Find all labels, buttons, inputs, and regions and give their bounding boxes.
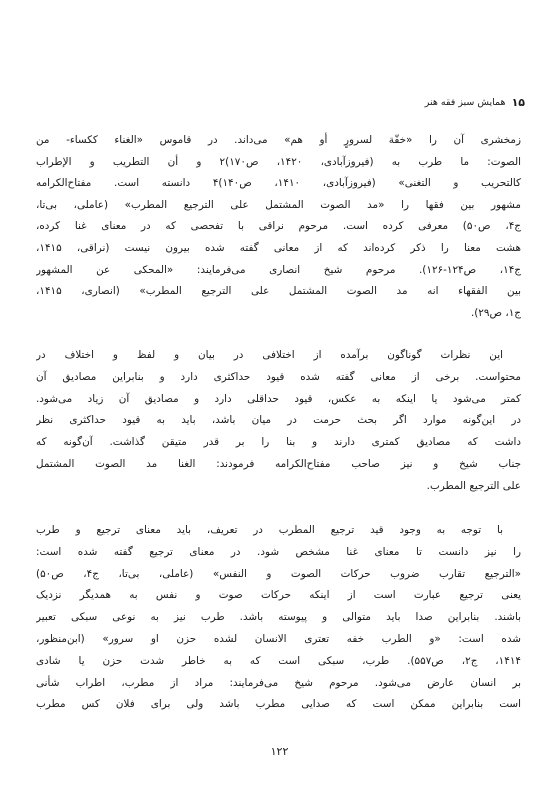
text-line: این نظرات گوناگون برآمده از اختلافی در بیان و لفظ و اختلاف در: [36, 349, 503, 361]
text-line: محتواست. برخی از معانی گفته شده قیود حداکثری دارد و بنابراین مصادیق آن: [36, 370, 521, 383]
text-line: داشت که مصادیق کمتری دارند و بنا را بر قدر متیقن گذاشت. آن‌گونه که: [36, 436, 521, 449]
text-line: ۱۴۱۴، ج۲، ص۵۵۷). طرب، سبکی است که به خاطر شدت حزن یا شادی: [36, 654, 521, 667]
text-line: یعنی ترجیع عبارت است از اینکه حرکات صوت و نفس به همدیگر نزدیک: [36, 589, 521, 602]
text-line: باشند. بنابراین صدا باید متوالی و پیوسته باشد. طرب نیز به نوعی سبکی تعبیر: [36, 611, 521, 624]
text-line: را نیز دانست تا معنای غنا مشخص شود. در معنای ترجیع گفته شده است:: [36, 545, 521, 558]
text-line: ج۱، ص۲۹).: [470, 306, 521, 319]
page-header: [425, 96, 525, 109]
text-line: مشهور بین فقها را «مد الصوت المشتمل علی الترجیع المطرب» (عاملی، بی‌تا،: [36, 198, 521, 211]
text-line: هشت معنا را ذکر کرده‌اند که از معانی گفته شده بیرون نیست (نراقی، ۱۴۱۵،: [36, 241, 521, 254]
text-line: جناب شیخ و نیز صاحب مفتاح‌الکرامه فرمودند: الغنا مد الصوت المشتمل: [36, 457, 521, 470]
text-line: شده است: «و الطرب خفه تعتری الانسان لشده حزن او سرور» (ابن‌منظور،: [36, 632, 521, 645]
paragraph-3: [36, 520, 521, 716]
paragraph-2: [36, 345, 521, 498]
text-line: الصوت: ما طرب به (فیروزآبادی، ۱۴۲۰، ص۱۷۰)۲ و أن التطریب و الإطراب: [36, 155, 521, 168]
running-title: همایش سبز فقه هنر: [424, 97, 506, 108]
header-page-number: ۱۵: [511, 96, 525, 109]
text-line: ج۱۴، ص۱۲۴-۱۲۶). مرحوم شیخ انصاری می‌فرمایند: «المحکی عن المشهور: [36, 263, 521, 276]
paragraph-1: [36, 130, 521, 324]
text-line: است بنابراین ممکن است که صدایی مطرب باشد ولی برای فلان کس مطرب: [36, 698, 521, 711]
text-line: زمخشری آن را «خفّة لسرورٍ أو هم» می‌داند. در قاموس «الغناء ککساء- من: [36, 134, 521, 146]
text-line: «الترجیع تقارب ضروب حرکات الصوت و النفس» (عاملی، بی‌تا، ج۴، ص۵۰): [36, 567, 521, 580]
text-line: در این‌گونه موارد اگر بحث حرمت در میان باشد، باید به قیود حداکثری نظر: [36, 414, 521, 427]
text-line: کالتحریب و التغنی» (فیروزآبادی، ۱۴۱۰، ص۱۴۰)۴ دانسته است. مفتاح‌الکرامه: [36, 177, 521, 190]
text-line: ج۴، ص۵۰) معرفی کرده است. مرحوم نراقی با تفحصی که در معنای غنا کرده،: [36, 220, 521, 233]
text-line: با توجه به وجود قید ترجیع المطرب در تعریف، باید معنای ترجیع و طرب: [36, 524, 503, 536]
text-line: کمتر می‌شود یا اینکه به عکس، قیود حداقلی دارد و مصادیق آن زیاد می‌شود.: [36, 392, 521, 405]
text-line: بر انسان عارض می‌شود. مرحوم شیخ می‌فرمایند: مراد از مطرب، اطراب شأنی: [36, 676, 521, 689]
text-line: علی الترجیع المطرب.: [426, 479, 521, 492]
footer-page-number: ۱۲۲: [270, 745, 289, 758]
text-line: بین الفقهاء انه مد الصوت المشتمل علی الترجیع المطرب» (انصاری، ۱۴۱۵،: [36, 285, 521, 298]
